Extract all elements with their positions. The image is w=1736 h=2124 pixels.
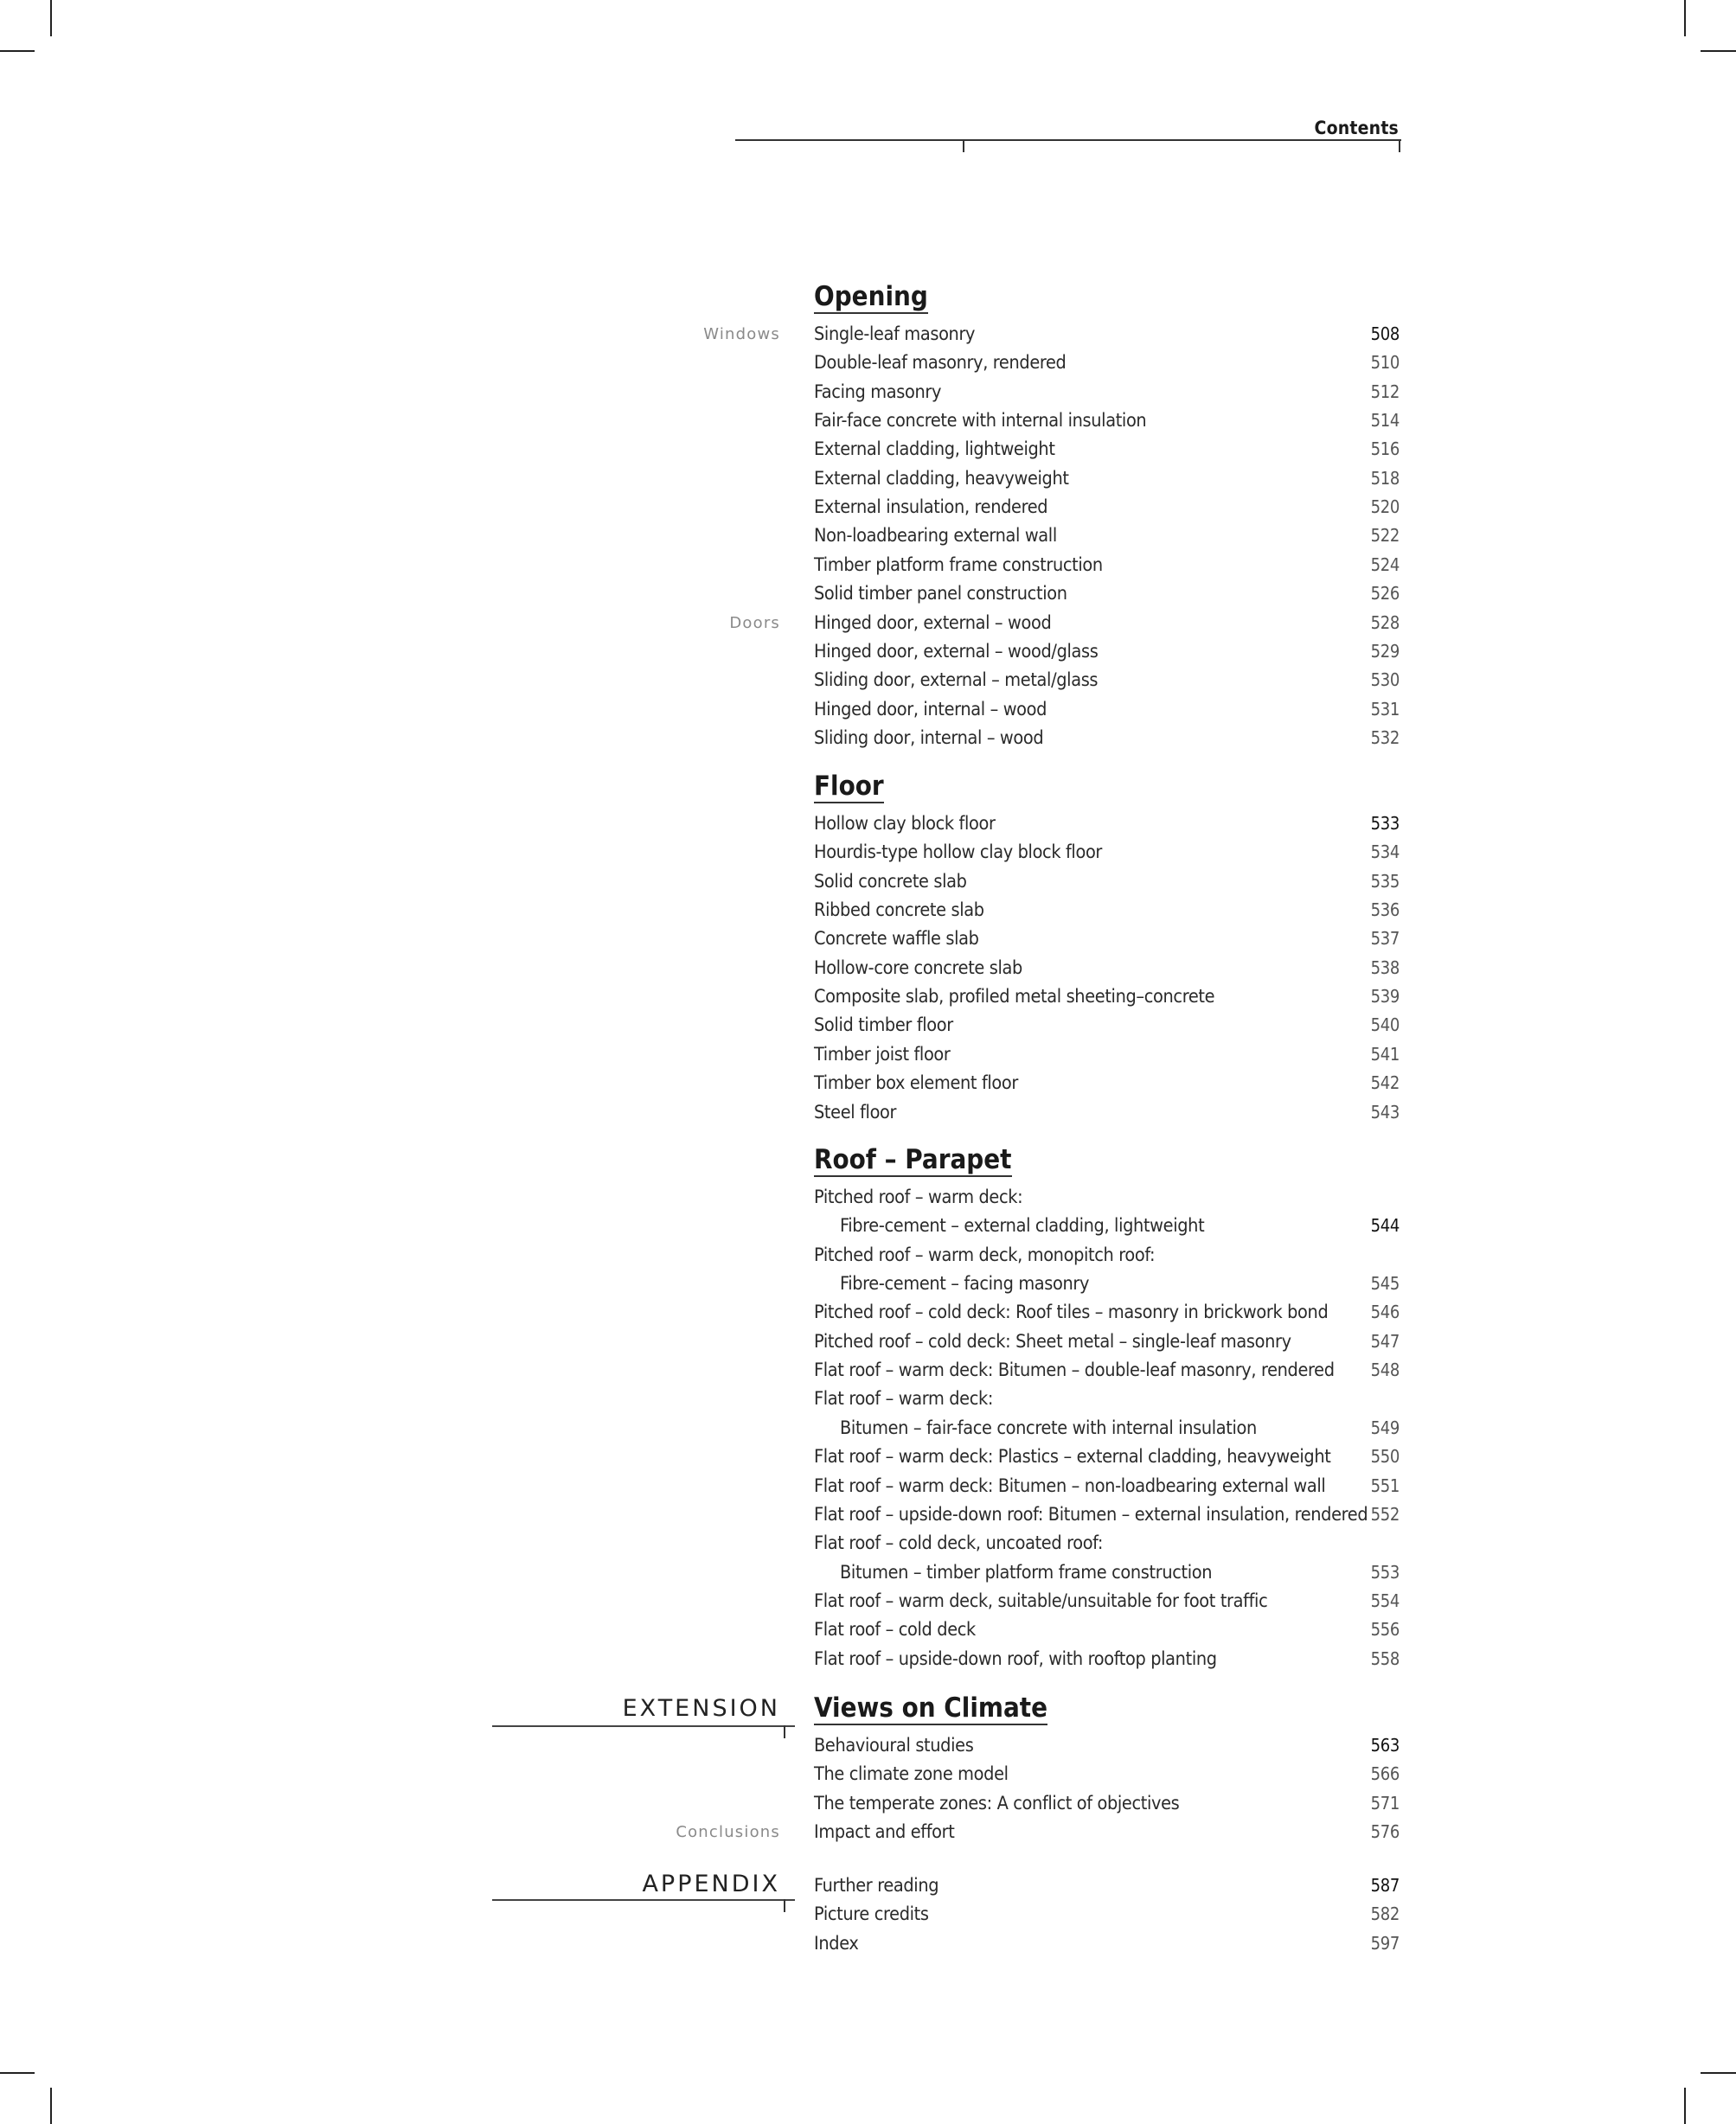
toc-entry[interactable] [814,1529,1400,1558]
toc-entry-title: Hollow clay block floor [814,813,996,835]
toc-entry-page: 582 [1370,1903,1400,1925]
header-tick [1399,139,1400,152]
section-heading: Views on Climate [814,1692,1048,1724]
toc-entry-title: External insulation, rendered [814,496,1048,519]
toc-entry[interactable] [814,1615,1400,1644]
toc-entry-title: Double-leaf masonry, rendered [814,352,1067,374]
toc-entry[interactable] [814,1929,1400,1958]
toc-entry[interactable] [814,838,1400,867]
toc-entry-page: 537 [1370,928,1400,950]
toc-entry-title: Flat roof – upside-down roof: Bitumen – external insulation, rendered [814,1503,1368,1526]
toc-entry-page: 516 [1370,438,1400,460]
category-label: Doors [729,613,780,632]
crop-mark [1701,2072,1736,2074]
part-rule-tick [784,1725,785,1738]
toc-entry-title: The climate zone model [814,1763,1009,1786]
toc-entry-page: 541 [1370,1043,1400,1065]
toc-entry-page: 532 [1370,726,1400,748]
toc-entry-page: 510 [1370,352,1400,374]
part-rule-tick [784,1899,785,1912]
toc-entry-title: Composite slab, profiled metal sheeting–concrete [814,986,1215,1008]
toc-entry[interactable] [814,435,1400,464]
toc-entry-title: Index [814,1932,859,1954]
toc-entry-title: Further reading [814,1875,939,1897]
toc-entry[interactable] [814,954,1400,982]
toc-entry-page: 549 [1370,1417,1400,1438]
toc-entry[interactable] [814,1645,1400,1673]
toc-entry[interactable] [814,1760,1400,1788]
toc-entry-title: Non-loadbearing external wall [814,525,1057,547]
toc-entry-page: 550 [1370,1446,1400,1468]
toc-entry[interactable] [814,637,1400,666]
toc-entry-page: 571 [1370,1792,1400,1814]
toc-entry[interactable] [814,1818,1400,1846]
crop-mark [1684,0,1686,36]
toc-entry-title: Flat roof – warm deck: [814,1388,994,1411]
toc-entry-title: Bitumen – fair-face concrete with internal insulation [840,1417,1257,1439]
toc-entry-title: Steel floor [814,1101,897,1123]
toc-entry-page: 547 [1370,1330,1400,1352]
toc-entry[interactable] [814,1011,1400,1040]
toc-entry[interactable] [814,1558,1400,1587]
toc-entry-title: Flat roof – warm deck, suitable/unsuitable for foot traffic [814,1590,1268,1612]
toc-entry-page: 554 [1370,1590,1400,1611]
toc-entry-title: Hourdis-type hollow clay block floor [814,841,1103,864]
toc-entry[interactable] [814,1241,1400,1270]
toc-entry-page: 536 [1370,899,1400,921]
toc-entry-title: Concrete waffle slab [814,928,979,950]
toc-entry[interactable] [814,1040,1400,1069]
toc-entry[interactable] [814,406,1400,435]
toc-entry[interactable] [814,1212,1400,1240]
toc-entry[interactable] [814,579,1400,608]
toc-entry[interactable] [814,1328,1400,1356]
toc-entry[interactable] [814,320,1400,349]
toc-entry[interactable] [814,867,1400,896]
toc-entry[interactable] [814,1270,1400,1298]
toc-entry-page: 556 [1370,1619,1400,1641]
toc-entry[interactable] [814,551,1400,579]
part-rule [492,1899,795,1901]
toc-entry-page: 540 [1370,1014,1400,1036]
toc-entry-title: Fibre-cement – facing masonry [840,1273,1090,1296]
section-heading: Opening [814,281,928,312]
toc-entry-title: Ribbed concrete slab [814,899,984,922]
toc-entry[interactable] [814,982,1400,1011]
toc-entry-page: 558 [1370,1647,1400,1669]
toc-entry-title: Flat roof – warm deck: Plastics – external cladding, heavyweight [814,1446,1331,1468]
toc-entry-title: Flat roof – cold deck [814,1619,976,1641]
toc-entry[interactable] [814,924,1400,953]
toc-entry[interactable] [814,1900,1400,1929]
toc-entry-title: Flat roof – warm deck: Bitumen – double-leaf masonry, rendered [814,1359,1335,1382]
crop-mark [1701,50,1736,52]
toc-entry[interactable] [814,809,1400,838]
toc-entry[interactable] [814,1472,1400,1500]
toc-entry-page: 518 [1370,467,1400,489]
toc-entry-title: Fair-face concrete with internal insulation [814,410,1147,432]
toc-entry[interactable] [814,1069,1400,1097]
toc-entry-page: 533 [1370,813,1400,834]
toc-entry-page: 534 [1370,841,1400,863]
header-rule [735,139,1401,141]
toc-entry-title: External cladding, heavyweight [814,467,1069,489]
toc-entry-page: 529 [1370,640,1400,662]
toc-entry-title: Solid timber panel construction [814,583,1067,605]
toc-entry-page: 551 [1370,1475,1400,1496]
toc-entry-page: 552 [1370,1503,1400,1525]
toc-entry-title: Hinged door, internal – wood [814,698,1047,720]
toc-entry[interactable] [814,1500,1400,1529]
category-label: Windows [703,325,780,343]
toc-entry-page: 587 [1370,1875,1400,1896]
toc-entry-page: 531 [1370,698,1400,720]
toc-entry[interactable] [814,695,1400,724]
toc-entry-page: 563 [1370,1735,1400,1756]
toc-entry[interactable] [814,1298,1400,1327]
toc-entry-title: Sliding door, external – metal/glass [814,669,1099,692]
toc-entry-page: 539 [1370,986,1400,1008]
toc-entry-title: Facing masonry [814,381,942,403]
toc-entry-title: Sliding door, internal – wood [814,726,1044,749]
toc-entry[interactable] [814,1356,1400,1385]
toc-entry-page: 543 [1370,1101,1400,1123]
toc-entry-page: 524 [1370,553,1400,575]
toc-entry-page: 522 [1370,525,1400,547]
toc-entry-title: Hinged door, external – wood/glass [814,640,1099,662]
toc-entry-title: External cladding, lightweight [814,438,1055,461]
toc-entry-page: 520 [1370,496,1400,518]
toc-entry-page: 576 [1370,1821,1400,1843]
toc-entry-title: Bitumen – timber platform frame construction [840,1561,1213,1583]
toc-entry-page: 548 [1370,1359,1400,1381]
toc-entry-title: Flat roof – upside-down roof, with rooftop planting [814,1647,1217,1670]
toc-entry[interactable] [814,1789,1400,1818]
toc-entry-page: 545 [1370,1273,1400,1295]
toc-entry[interactable] [814,1098,1400,1127]
crop-mark [0,50,35,52]
toc-entry-page: 542 [1370,1072,1400,1094]
toc-entry-page: 597 [1370,1932,1400,1954]
toc-entry-title: Timber box element floor [814,1072,1018,1095]
toc-entry-title: Flat roof – warm deck: Bitumen – non-loadbearing external wall [814,1475,1326,1497]
part-label: EXTENSION [622,1695,780,1722]
toc-entry-title: Impact and effort [814,1821,955,1844]
toc-entry-page: 538 [1370,956,1400,978]
toc-entry-page: 512 [1370,381,1400,402]
toc-entry[interactable] [814,521,1400,550]
toc-entry-page: 566 [1370,1763,1400,1785]
toc-entry-title: Hollow-core concrete slab [814,956,1022,979]
toc-entry-title: Timber platform frame construction [814,553,1103,576]
toc-entry[interactable] [814,896,1400,924]
toc-entry-page: 514 [1370,410,1400,432]
toc-entry-title: Fibre-cement – external cladding, lightweight [840,1215,1205,1238]
part-rule [492,1725,795,1727]
toc-entry[interactable] [814,493,1400,521]
toc-entry[interactable] [814,464,1400,493]
crop-mark [0,2072,35,2074]
toc-entry-title: Timber joist floor [814,1043,951,1065]
toc-entry-page: 553 [1370,1561,1400,1583]
toc-entry-title: Solid concrete slab [814,870,967,892]
toc-entry[interactable] [814,1385,1400,1413]
toc-entry-page: 546 [1370,1302,1400,1323]
toc-entry-title: Pitched roof – warm deck, monopitch roof: [814,1244,1156,1266]
part-label: APPENDIX [642,1871,780,1897]
toc-entry-title: Behavioural studies [814,1735,974,1756]
toc-entry-page: 544 [1370,1215,1400,1237]
toc-entry-title: Picture credits [814,1903,929,1926]
toc-entry[interactable] [814,349,1400,377]
toc-entry[interactable] [814,1731,1400,1760]
toc-entry-title: The temperate zones: A conflict of objectives [814,1792,1180,1814]
toc-entry[interactable] [814,1414,1400,1443]
toc-entry[interactable] [814,1443,1400,1471]
toc-entry-title: Single-leaf masonry [814,323,976,345]
toc-entry-title: Flat roof – cold deck, uncoated roof: [814,1532,1104,1555]
toc-entry-title: Pitched roof – cold deck: Sheet metal – single-leaf masonry [814,1330,1291,1353]
toc-entry-title: Pitched roof – warm deck: [814,1187,1023,1208]
section-heading: Roof – Parapet [814,1144,1012,1175]
toc-entry[interactable] [814,1871,1400,1900]
toc-entry-page: 528 [1370,611,1400,633]
toc-entry[interactable] [814,724,1400,752]
toc-entry[interactable] [814,1183,1400,1212]
toc-entry-page: 535 [1370,870,1400,892]
crop-mark [1684,2088,1686,2124]
toc-entry[interactable] [814,609,1400,637]
toc-entry[interactable] [814,666,1400,694]
toc-entry-title: Solid timber floor [814,1014,953,1037]
toc-entry-title: Hinged door, external – wood [814,611,1052,634]
toc-entry-title: Pitched roof – cold deck: Roof tiles – masonry in brickwork bond [814,1302,1329,1324]
running-header-title: Contents [1314,118,1399,138]
toc-entry-page: 526 [1370,583,1400,605]
toc-entry[interactable] [814,1587,1400,1615]
toc-entry-page: 530 [1370,669,1400,691]
category-label: Conclusions [676,1823,780,1842]
toc-entry-page: 508 [1370,323,1400,344]
toc-entry[interactable] [814,378,1400,406]
crop-mark [50,2088,52,2124]
section-heading: Floor [814,771,884,802]
crop-mark [50,0,52,36]
header-tick [963,139,964,152]
